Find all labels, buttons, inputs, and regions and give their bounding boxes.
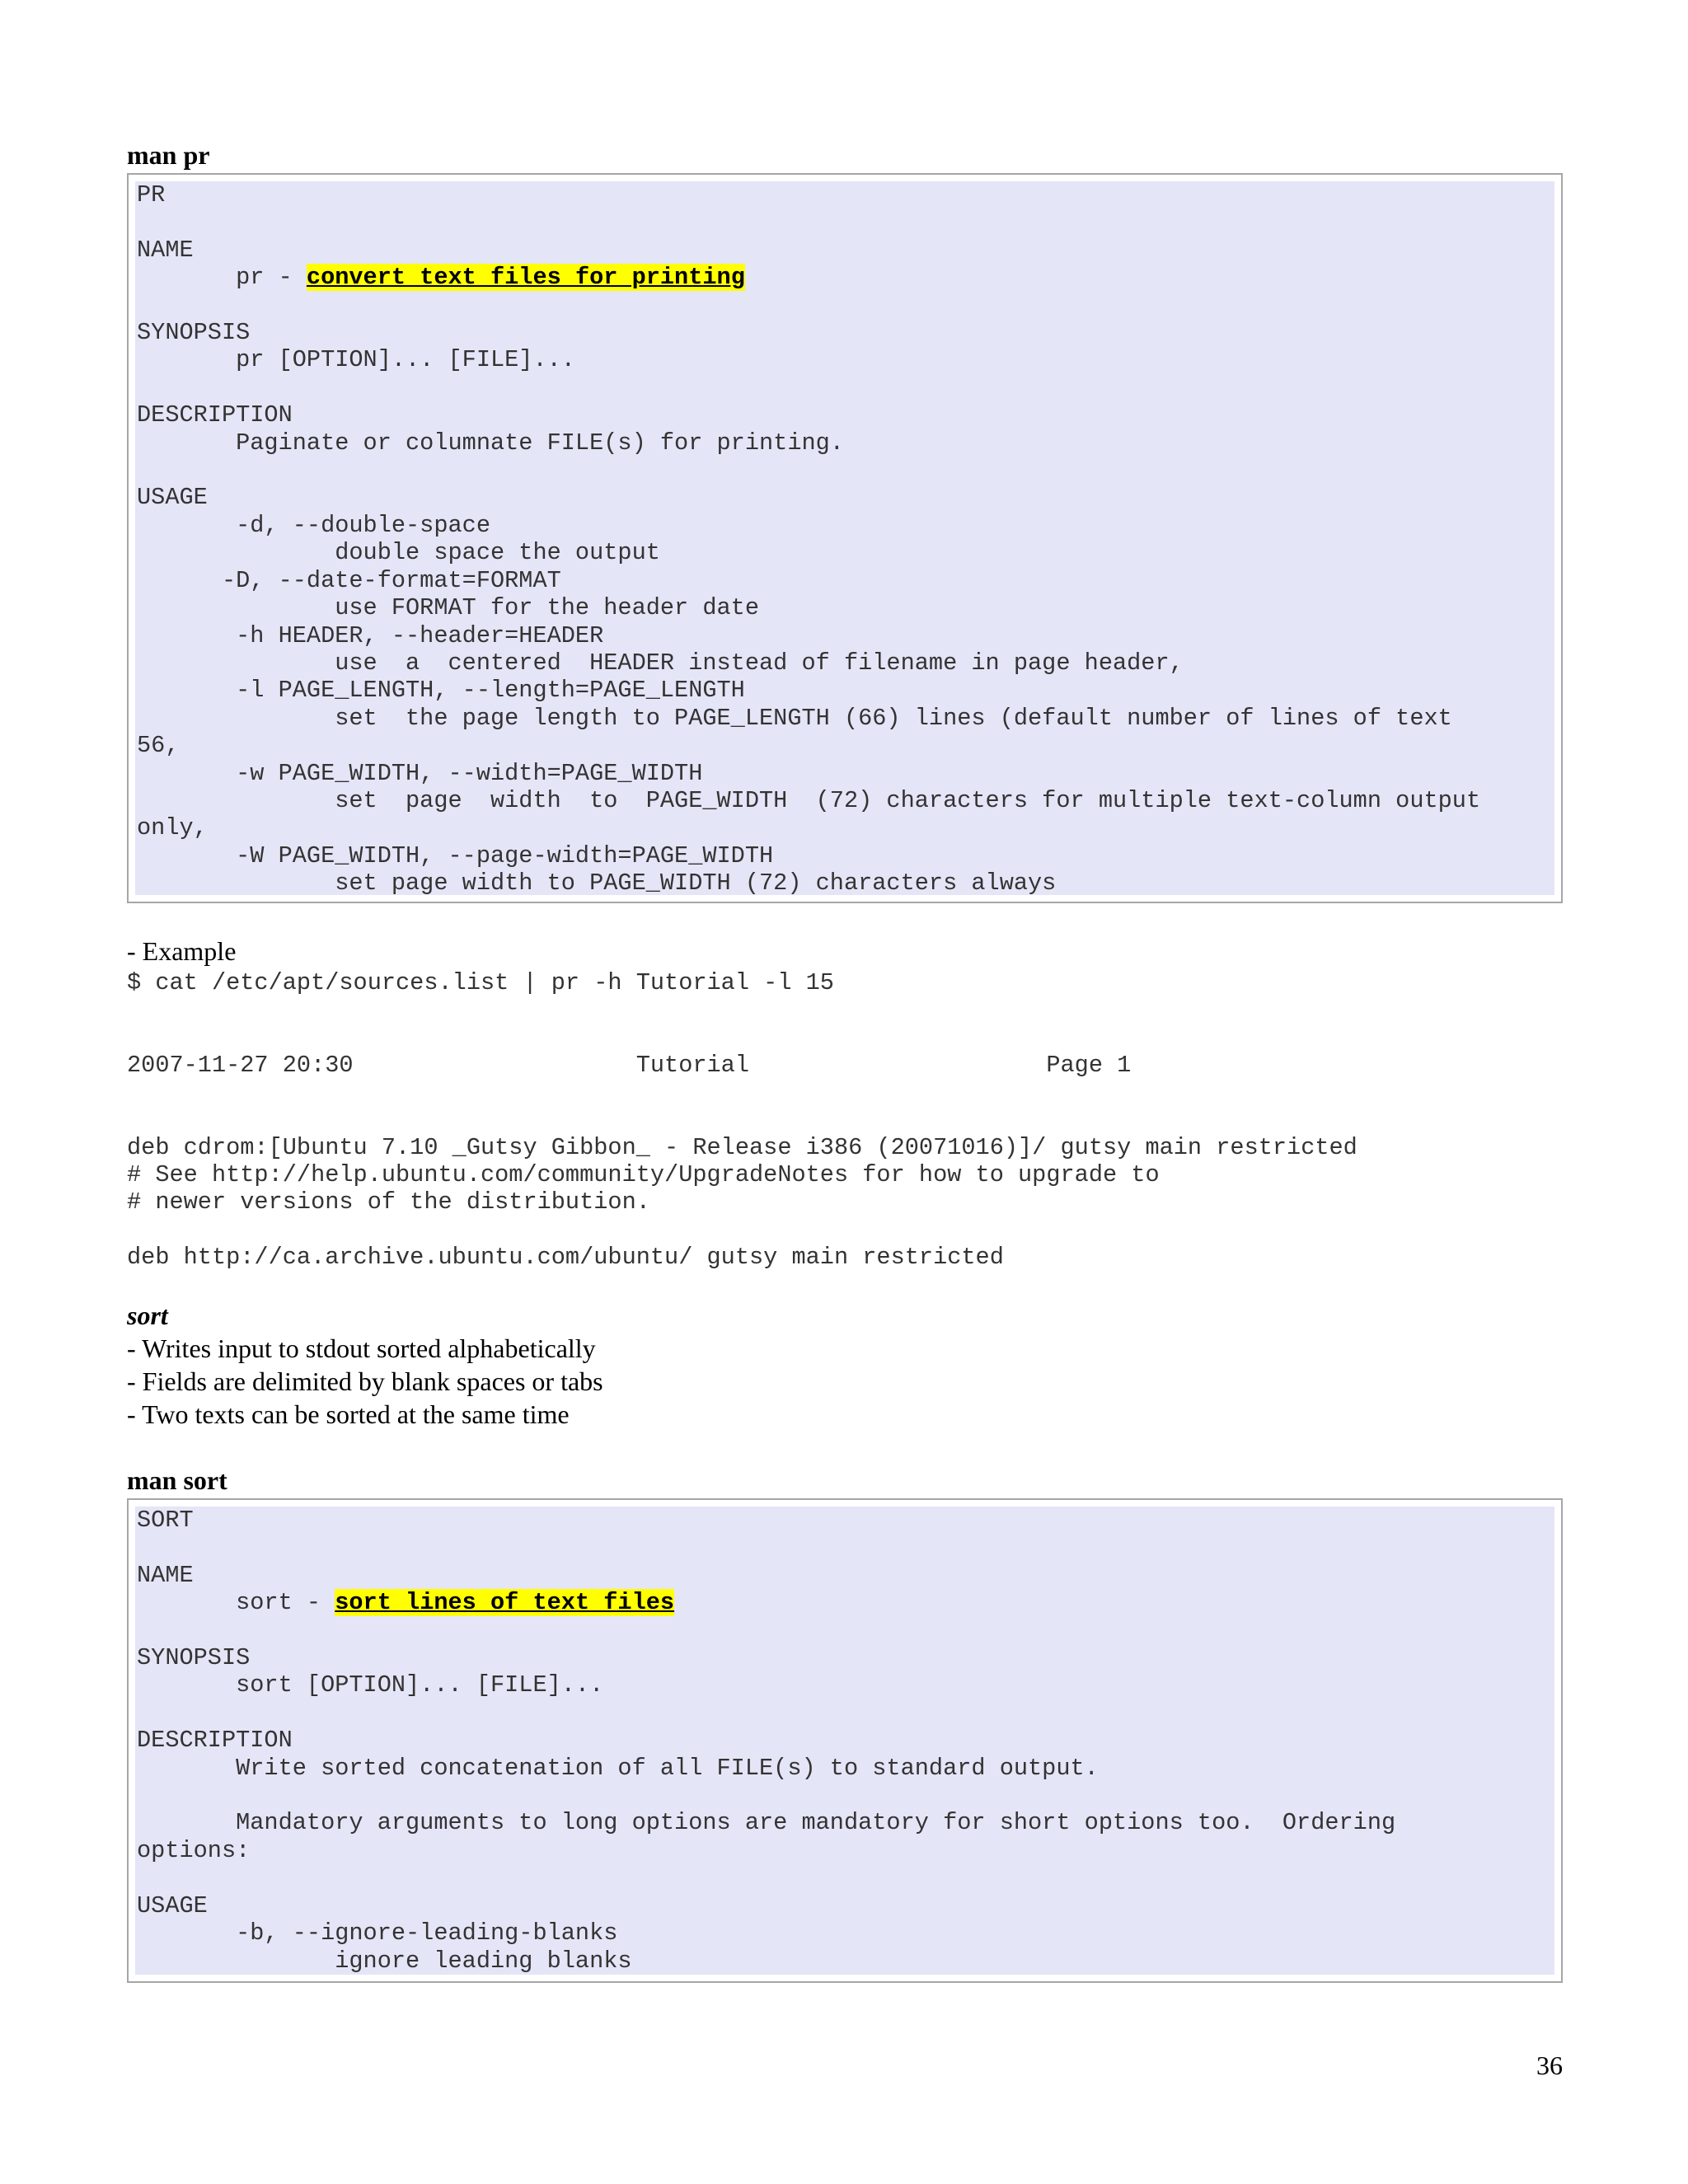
code-line: set the page length to PAGE_LENGTH (66) lines (default number of lines of text [137,704,1452,732]
code-line: Paginate or columnate FILE(s) for printing. [137,429,844,457]
code-line: DESCRIPTION [137,401,293,429]
highlighted-description: convert text files for printing [306,264,745,292]
code-line: USAGE [137,1891,208,1919]
man-pr-code-box [127,173,1563,903]
man-sort-heading: man sort [127,1465,227,1495]
code-line: SORT [137,1507,194,1534]
code-line: pr [OPTION]... [FILE]... [137,346,575,374]
highlighted-description: sort lines of text files [335,1589,675,1617]
code-line: SYNOPSIS [137,319,251,347]
code-line: only, [137,814,208,842]
code-line: DESCRIPTION [137,1727,293,1755]
code-line: -W PAGE_WIDTH, --page-width=PAGE_WIDTH [137,841,774,869]
code-line: sort [OPTION]... [FILE]... [137,1671,604,1699]
man-pr-code-background [135,181,1554,895]
code-line: pr - [137,264,307,292]
code-line: use a centered HEADER instead of filename in page header, [137,649,1184,677]
example-label: - Example [127,936,237,966]
code-line: SYNOPSIS [137,1644,251,1672]
example-output-line: deb cdrom:[Ubuntu 7.10 _Gutsy Gibbon_ - Release i386 (20071016)]/ gutsy main restricted [127,1134,1357,1161]
code-line: -l PAGE_LENGTH, --length=PAGE_LENGTH [137,677,745,705]
code-line: NAME [137,1561,194,1589]
example-command: $ cat /etc/apt/sources.list | pr -h Tutorial -l 15 [127,969,834,996]
man-sort-code [137,1507,1553,1975]
code-line: USAGE [137,484,208,512]
code-line: set page width to PAGE_WIDTH (72) characters for multiple text-column output [137,786,1481,814]
code-line: -h HEADER, --header=HEADER [137,621,604,649]
document-page [127,0,1563,2184]
example-output-line: deb http://ca.archive.ubuntu.com/ubuntu/ gutsy main restricted [127,1244,1004,1271]
list-item: - Two texts can be sorted at the same time [127,1399,570,1429]
sort-bullet-list [127,1332,603,1431]
code-line: set page width to PAGE_WIDTH (72) characters always [137,869,1057,895]
code-line: -b, --ignore-leading-blanks [137,1919,618,1947]
example-output-line: # newer versions of the distribution. [127,1188,650,1216]
example-output-line: # See http://help.ubuntu.com/community/UpgradeNotes for how to upgrade to [127,1161,1160,1188]
code-line: -D, --date-format=FORMAT [137,566,561,594]
example-output-header: 2007-11-27 20:30 Tutorial Page 1 [127,1052,1132,1079]
code-line: 56, [137,732,180,760]
code-line: Write sorted concatenation of all FILE(s) to standard output. [137,1754,1099,1782]
code-line: use FORMAT for the header date [137,594,759,622]
list-item: - Fields are delimited by blank spaces or tabs [127,1366,603,1396]
code-line: PR [137,181,166,209]
code-line: -w PAGE_WIDTH, --width=PAGE_WIDTH [137,759,703,787]
page-number: 36 [1536,2050,1563,2080]
code-line: options: [137,1836,251,1864]
man-sort-code-background [135,1507,1554,1975]
man-sort-code-box [127,1498,1563,1983]
man-pr-heading: man pr [127,140,210,170]
code-line: Mandatory arguments to long options are mandatory for short options too. Ordering [137,1809,1396,1837]
man-pr-code [137,181,1553,895]
code-line: -d, --double-space [137,511,490,539]
sort-heading: sort [127,1301,168,1330]
code-line: NAME [137,236,194,264]
code-line: sort - [137,1589,335,1617]
list-item: - Writes input to stdout sorted alphabetically [127,1333,596,1363]
code-line: ignore leading blanks [137,1947,632,1975]
code-line: double space the output [137,539,660,567]
